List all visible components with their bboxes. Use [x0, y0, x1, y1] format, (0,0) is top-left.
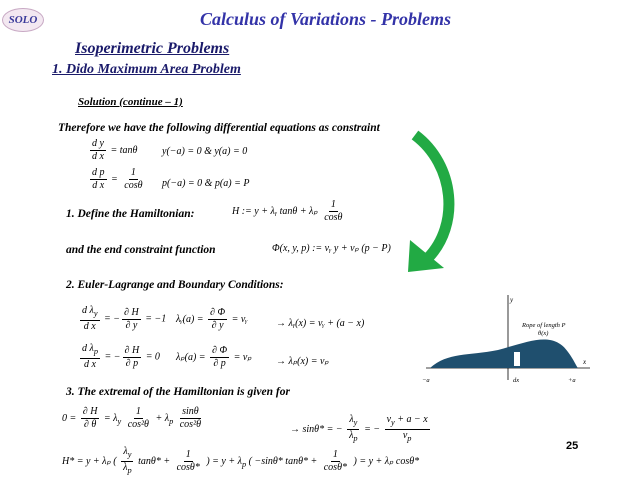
right-tick-label: +a: [568, 377, 576, 384]
phi-def: Φ(x, y, p) := νᵧ y + νₚ (p − P): [272, 243, 391, 254]
el-equation-2: $\frac{d \lambda_p}{\text{d x}}$ = − $\frac{\partial H}{\partial p}$ = 0: [82, 343, 160, 370]
el-result-2: → λₚ(x) = νₚ: [276, 356, 329, 367]
area-strip: [514, 352, 520, 366]
slide-title: Calculus of Variations - Problems: [200, 9, 452, 29]
page-number: 25: [566, 440, 579, 452]
step1-label: 1. Define the Hamiltonian:: [66, 208, 195, 220]
x-axis-label: x: [583, 358, 587, 366]
subsection-title: 1. Dido Maximum Area Problem: [52, 62, 241, 77]
el-boundary-1: λᵧ(a) = $\frac{\partial \Phi}{\partial y}$ = νᵧ: [176, 307, 248, 331]
dido-figure: [418, 290, 594, 388]
el-equation-1: $\frac{d \lambda_y}{\text{d x}}$ = − $\frac{\partial H}{\partial y}$ = −1: [82, 305, 167, 332]
extremal-equation: 0 = $\frac{\partial H}{\partial \theta}$ = $\lambda_y$ $\frac{1}{\text{cos²θ}}$ + $\lambda_p$ $\frac{\sin\theta}{\text{cos²θ}}$: [62, 406, 201, 430]
el-result-1: → λᵧ(x) = νᵧ + (a − x): [276, 318, 365, 329]
el-boundary-2: λₚ(a) = $\frac{\partial \Phi}{\partial p}$ = νₚ: [176, 345, 252, 369]
boundary-y: y(−a) = 0 & y(a) = 0: [162, 146, 248, 157]
step2-label: 2. Euler-Lagrange and Boundary Conditions:: [66, 279, 284, 291]
y-axis-label: y: [510, 296, 514, 304]
rope-label: Rope of length P: [522, 322, 566, 329]
left-tick-label: −a: [422, 377, 430, 384]
sin-theta-result: → sinθ* = − $\frac{\lambda_y}{\lambda_p}$ = − $\frac{\nu_y + a - x}{\nu_p}$: [290, 414, 428, 443]
section-title: Isoperimetric Problems: [75, 40, 230, 57]
solo-badge: SOLO: [2, 8, 44, 32]
equation-dp-dx: $\frac{\text{d p}}{\text{d x}}$ = $\frac{1}{\cos\theta}$: [92, 167, 143, 191]
step3-label: 3. The extremal of the Hamiltonian is given for: [66, 386, 290, 398]
hamiltonian-optimum: H* = y + λₚ ( $\frac{\lambda_y}{\lambda_p}$ tanθ* + $\frac{1}{\cos\theta*}$ ) = $y + \lambda_p$ ( −sinθ* tanθ* + $\frac{1}{\cos\theta*}$ ) = y + λₚ cosθ*: [62, 446, 420, 475]
equation-dy-dx: $\frac{\text{d y}}{\text{d x}}$ = tanθ: [92, 138, 138, 162]
theta-label: θ(x): [538, 330, 549, 337]
enclosed-area: [430, 339, 578, 368]
solution-heading: Solution (continue – 1): [78, 96, 183, 108]
mid-tick-label: dx: [513, 377, 520, 384]
hamiltonian-def: H := y + λᵧ tanθ + λₚ $\frac{1}{\cos\theta}$: [232, 199, 343, 223]
curved-arrow-shaft: [415, 135, 449, 258]
constraint-intro: Therefore we have the following differential equations as constraint: [58, 122, 380, 134]
curved-arrow: [400, 120, 470, 280]
boundary-p: p(−a) = 0 & p(a) = P: [162, 178, 250, 189]
end-constraint-label: and the end constraint function: [66, 244, 216, 256]
